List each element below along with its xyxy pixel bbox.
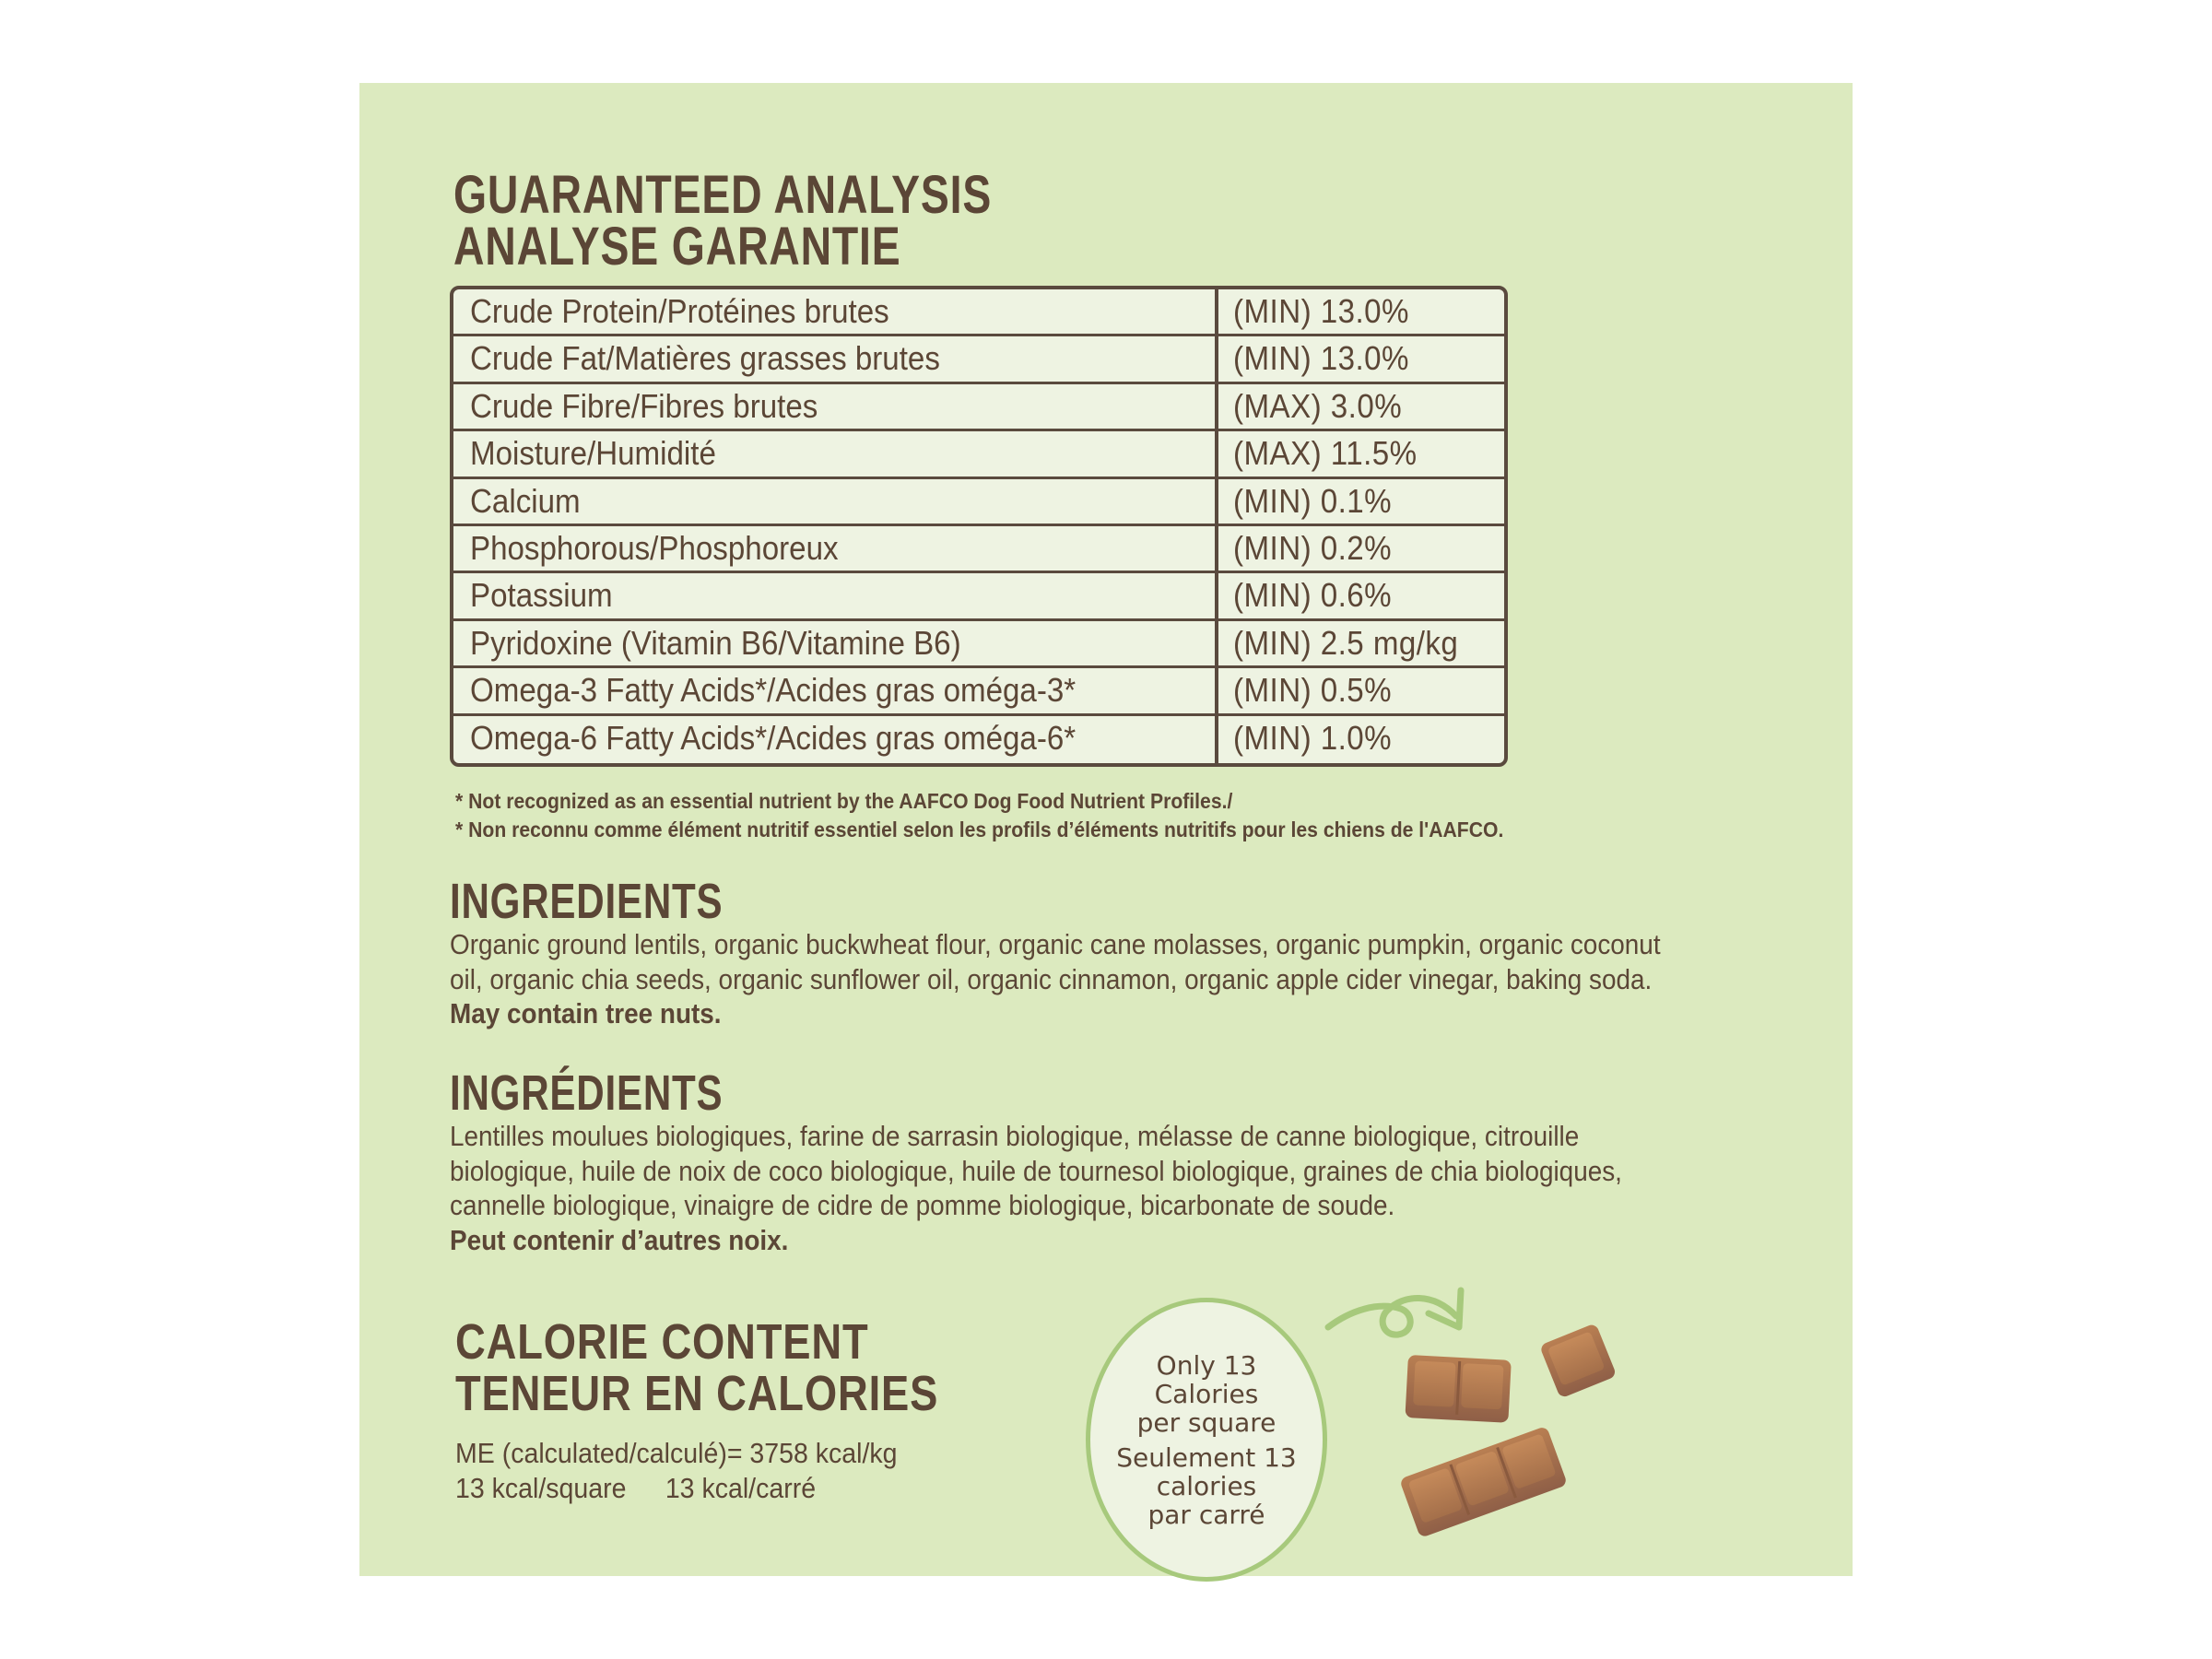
ingredients-line: biologique, huile de noix de coco biologique, huile de tournesol biologique, graines de chia biologiques, [450, 1154, 1622, 1187]
nutrient-name: Crude Fibre/Fibres brutes [453, 384, 1218, 429]
nutrient-name: Phosphorous/Phosphoreux [453, 526, 1218, 571]
nutrition-panel [359, 83, 1853, 1576]
nutrient-value: (MIN) 13.0% [1233, 339, 1409, 378]
table-row [453, 289, 1504, 336]
nutrient-value: (MIN) 0.2% [1233, 528, 1393, 567]
nutrient-value: (MIN) 0.1% [1233, 481, 1393, 520]
table-row [453, 431, 1504, 478]
allergen-warning: May contain tree nuts. [450, 997, 722, 1030]
nutrient-name: Crude Protein/Protéines brutes [453, 289, 1218, 334]
footnote-fr: * Non reconnu comme élément nutritif essentiel selon les profils d’éléments nutritifs pour les chiens de l'AAFCO. [455, 818, 1504, 841]
ingredients-heading: INGREDIENTS [450, 874, 724, 929]
ingredients-fr-heading: INGRÉDIENTS [450, 1065, 724, 1121]
per-square-fr: 13 kcal/carré [665, 1472, 817, 1504]
nutrient-value: (MIN) 0.6% [1233, 576, 1393, 615]
table-row [453, 573, 1504, 620]
calorie-content-text [455, 1436, 935, 1506]
ingredients-en-text [450, 927, 1795, 1031]
per-square-line [455, 1471, 898, 1506]
calorie-heading-fr: TENEUR EN CALORIES [455, 1366, 939, 1421]
nutrient-value: (MAX) 11.5% [1233, 434, 1418, 473]
nutrient-value: (MIN) 1.0% [1233, 718, 1393, 757]
calorie-badge [1086, 1298, 1327, 1582]
table-row [453, 621, 1504, 668]
ingredients-line: oil, organic chia seeds, organic sunflower oil, organic cinnamon, organic apple cider vinegar, baking soda. [450, 962, 1653, 995]
nutrient-name: Moisture/Humidité [453, 431, 1218, 476]
guaranteed-analysis-heading [453, 165, 993, 276]
nutrient-name: Omega-6 Fatty Acids*/Acides gras oméga-6* [453, 716, 1218, 763]
nutrient-value: (MIN) 2.5 mg/kg [1233, 623, 1459, 662]
nutrient-value: (MIN) 13.0% [1233, 292, 1409, 330]
calorie-heading-en: CALORIE CONTENT [455, 1314, 869, 1370]
nutrient-name: Potassium [453, 573, 1218, 618]
nutrient-name: Pyridoxine (Vitamin B6/Vitamine B6) [453, 621, 1218, 665]
me-line: ME (calculated/calculé)= 3758 kcal/kg [455, 1437, 898, 1469]
guaranteed-analysis-table [450, 286, 1508, 767]
table-row [453, 526, 1504, 573]
table-row [453, 384, 1504, 431]
nutrient-value: (MIN) 0.5% [1233, 671, 1393, 710]
table-row [453, 668, 1504, 715]
per-square-en: 13 kcal/square [455, 1472, 627, 1504]
badge-line: par carré [1147, 1499, 1265, 1530]
ingredients-line: cannelle biologique, vinaigre de cidre de pomme biologique, bicarbonate de soude. [450, 1189, 1395, 1221]
ingredients-line: Lentilles moulues biologiques, farine de sarrasin biologique, mélasse de canne biologique, citrouille [450, 1120, 1580, 1152]
table-row [453, 336, 1504, 383]
nutrient-name: Crude Fat/Matières grasses brutes [453, 336, 1218, 381]
table-row [453, 479, 1504, 526]
heading-fr: ANALYSE GARANTIE [453, 217, 901, 276]
badge-line: per square [1136, 1406, 1277, 1438]
ingredients-en-section [450, 876, 1795, 1031]
nutrient-name: Omega-3 Fatty Acids*/Acides gras oméga-3* [453, 668, 1218, 712]
footnote-en: * Not recognized as an essential nutrient by the AAFCO Dog Food Nutrient Profiles./ [455, 789, 1233, 813]
ingredients-line: Organic ground lentils, organic buckwheat flour, organic cane molasses, organic pumpkin, organic coconut [450, 928, 1661, 960]
calorie-content-heading [455, 1316, 938, 1419]
nutrient-name: Calcium [453, 479, 1218, 524]
table-row [453, 716, 1504, 763]
ingredients-fr-text [450, 1119, 1752, 1257]
allergen-warning-fr: Peut contenir d’autres noix. [450, 1223, 789, 1256]
badge-line: Seulement 13 [1116, 1441, 1297, 1473]
badge-line: calories [1156, 1470, 1257, 1501]
badge-line: Calories [1154, 1378, 1259, 1409]
treat-squares-image [1401, 1318, 1641, 1548]
nutrient-value: (MAX) 3.0% [1233, 386, 1403, 425]
heading-en: GUARANTEED ANALYSIS [453, 165, 993, 225]
aafco-footnote [455, 787, 1594, 844]
ingredients-fr-section [450, 1067, 1752, 1257]
badge-line: Only 13 [1156, 1349, 1257, 1381]
